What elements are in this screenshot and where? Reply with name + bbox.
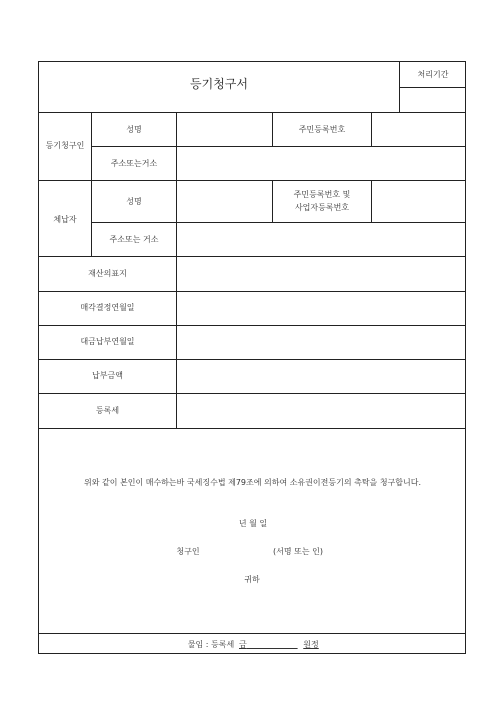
registration-request-form — [38, 61, 466, 654]
footer-amount-field[interactable] — [239, 639, 303, 650]
claimant-name-field[interactable] — [217, 544, 265, 558]
divider — [272, 180, 273, 222]
requester-resident-number-label: 주민등록번호 — [298, 125, 346, 134]
divider — [39, 428, 466, 429]
processing-period-label: 처리기간 — [417, 70, 449, 79]
page-title: 등기청구서 — [190, 77, 248, 91]
taxpayer-resident-number-label-line1: 주민등록번호 및 — [293, 190, 351, 199]
requester-address-label: 주소또는거소 — [110, 159, 158, 168]
addressee: 귀하 — [244, 575, 260, 584]
property-field[interactable] — [177, 257, 466, 291]
processing-period-field[interactable] — [400, 88, 466, 112]
taxpayer-resident-number-label-line2: 사업자등록번호 — [294, 203, 350, 212]
requester-section-label: 등기청구인 — [45, 141, 85, 150]
taxpayer-address-label: 주소또는 거소 — [109, 235, 159, 244]
property-label: 재산의표지 — [88, 269, 127, 278]
disposition-date-label: 매각결정연월일 — [80, 303, 135, 312]
footer-amount-label: 금 — [239, 640, 247, 649]
requester-resident-number-field[interactable] — [372, 113, 466, 146]
signature-note: (서명 또는 인) — [273, 547, 323, 556]
requester-address-field[interactable] — [177, 147, 466, 180]
statement-text: 위와 같이 본인이 매수하는바 국세징수법 제79조에 의하여 소유권이전등기의 촉탁을 청구합니다. — [84, 478, 421, 487]
payment-amount-field[interactable] — [177, 360, 466, 393]
registration-tax-field[interactable] — [177, 394, 466, 428]
taxpayer-section-label: 체납자 — [53, 215, 77, 224]
disposition-date-field[interactable] — [177, 292, 466, 325]
taxpayer-name-field[interactable] — [177, 181, 272, 222]
payment-date-label: 대금납부연월일 — [80, 337, 135, 346]
requester-name-label: 성명 — [126, 125, 142, 134]
footer-suffix: 원정 — [303, 640, 319, 649]
taxpayer-name-label: 성명 — [126, 197, 142, 206]
date-line: 년 월 일 — [238, 519, 268, 528]
taxpayer-resident-number-field[interactable] — [372, 181, 466, 222]
payment-date-field[interactable] — [177, 326, 466, 359]
claimant-label: 청구인 — [176, 547, 200, 556]
taxpayer-address-field[interactable] — [177, 223, 466, 256]
footer-prefix: 물임 : 등록세 — [187, 640, 235, 649]
payment-amount-label: 납부금액 — [92, 371, 123, 380]
divider — [39, 633, 466, 634]
registration-tax-label: 등록세 — [95, 406, 120, 415]
requester-name-field[interactable] — [177, 113, 272, 146]
